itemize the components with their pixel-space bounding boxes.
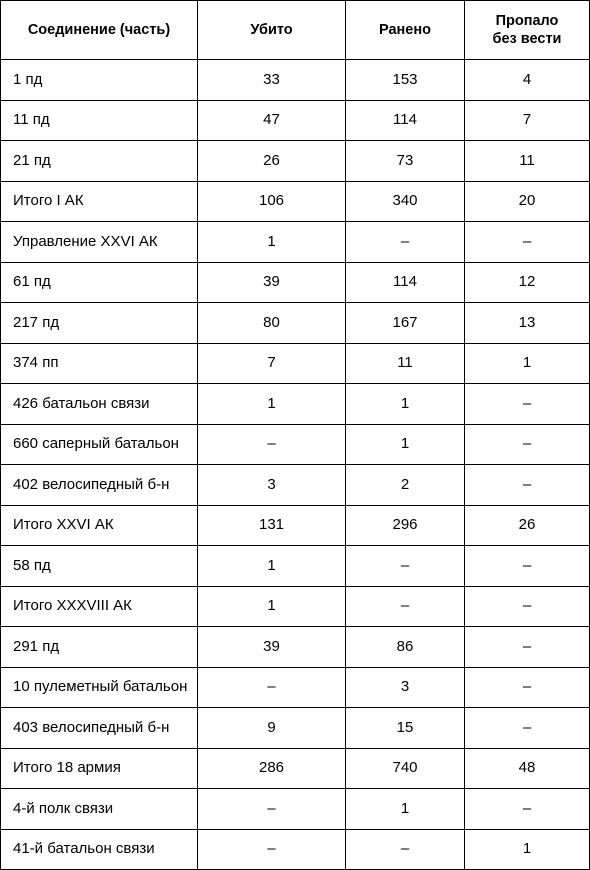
table-row xyxy=(1,546,590,587)
table-row xyxy=(1,141,590,182)
cell-missing: 4 xyxy=(465,60,590,101)
table-row xyxy=(1,303,590,344)
cell-unit: 11 пд xyxy=(1,100,198,141)
cell-killed: 1 xyxy=(198,222,346,263)
header-missing xyxy=(465,1,590,60)
table-body xyxy=(1,60,590,870)
table-row xyxy=(1,829,590,870)
cell-wounded: 1 xyxy=(346,384,465,425)
cell-killed: – xyxy=(198,667,346,708)
cell-wounded: 114 xyxy=(346,100,465,141)
table-row xyxy=(1,343,590,384)
cell-unit: 374 пп xyxy=(1,343,198,384)
table-row xyxy=(1,100,590,141)
cell-missing: 13 xyxy=(465,303,590,344)
cell-missing: – xyxy=(465,627,590,668)
cell-killed: 1 xyxy=(198,546,346,587)
table-row xyxy=(1,708,590,749)
cell-killed: 7 xyxy=(198,343,346,384)
table-row xyxy=(1,424,590,465)
cell-wounded: 11 xyxy=(346,343,465,384)
cell-unit: Итого I АК xyxy=(1,181,198,222)
cell-killed: 106 xyxy=(198,181,346,222)
cell-wounded: 73 xyxy=(346,141,465,182)
cell-killed: 1 xyxy=(198,586,346,627)
cell-unit: Управление XXVI АК xyxy=(1,222,198,263)
cell-wounded: – xyxy=(346,546,465,587)
cell-unit: 21 пд xyxy=(1,141,198,182)
cell-wounded: 86 xyxy=(346,627,465,668)
cell-killed: 3 xyxy=(198,465,346,506)
header-wounded: Ранено xyxy=(346,1,465,60)
cell-wounded: 340 xyxy=(346,181,465,222)
cell-missing: – xyxy=(465,384,590,425)
cell-missing: – xyxy=(465,222,590,263)
cell-wounded: 1 xyxy=(346,424,465,465)
table-row xyxy=(1,789,590,830)
cell-missing: 1 xyxy=(465,829,590,870)
cell-missing: 12 xyxy=(465,262,590,303)
cell-unit: 61 пд xyxy=(1,262,198,303)
cell-missing: 48 xyxy=(465,748,590,789)
table-row xyxy=(1,748,590,789)
table-row xyxy=(1,627,590,668)
table-row xyxy=(1,465,590,506)
cell-killed: 1 xyxy=(198,384,346,425)
cell-wounded: – xyxy=(346,586,465,627)
cell-unit: 403 велосипедный б-н xyxy=(1,708,198,749)
table-row xyxy=(1,667,590,708)
cell-missing: 26 xyxy=(465,505,590,546)
cell-wounded: 2 xyxy=(346,465,465,506)
cell-killed: 131 xyxy=(198,505,346,546)
table-row xyxy=(1,222,590,263)
cell-unit: 217 пд xyxy=(1,303,198,344)
cell-unit: Итого XXVI АК xyxy=(1,505,198,546)
table-row xyxy=(1,384,590,425)
cell-killed: – xyxy=(198,789,346,830)
cell-killed: 286 xyxy=(198,748,346,789)
cell-unit: 402 велосипедный б-н xyxy=(1,465,198,506)
cell-killed: 39 xyxy=(198,627,346,668)
header-missing-line1: Пропало xyxy=(495,13,559,29)
cell-unit: 4-й полк связи xyxy=(1,789,198,830)
cell-wounded: – xyxy=(346,222,465,263)
cell-missing: – xyxy=(465,586,590,627)
cell-unit: 10 пулеметный батальон xyxy=(1,667,198,708)
cell-missing: 1 xyxy=(465,343,590,384)
cell-wounded: 3 xyxy=(346,667,465,708)
cell-missing: 20 xyxy=(465,181,590,222)
cell-killed: 47 xyxy=(198,100,346,141)
cell-killed: 33 xyxy=(198,60,346,101)
cell-wounded: – xyxy=(346,829,465,870)
cell-missing: – xyxy=(465,465,590,506)
cell-missing: 11 xyxy=(465,141,590,182)
header-killed: Убито xyxy=(198,1,346,60)
cell-unit: 1 пд xyxy=(1,60,198,101)
cell-killed: 9 xyxy=(198,708,346,749)
cell-unit: Итого 18 армия xyxy=(1,748,198,789)
cell-wounded: 296 xyxy=(346,505,465,546)
cell-killed: 80 xyxy=(198,303,346,344)
cell-missing: – xyxy=(465,546,590,587)
table-row xyxy=(1,181,590,222)
table-row xyxy=(1,262,590,303)
cell-missing: – xyxy=(465,708,590,749)
cell-unit: Итого XXXVIII АК xyxy=(1,586,198,627)
table-row xyxy=(1,586,590,627)
header-unit: Соединение (часть) xyxy=(1,1,198,60)
cell-wounded: 114 xyxy=(346,262,465,303)
cell-wounded: 153 xyxy=(346,60,465,101)
cell-unit: 426 батальон связи xyxy=(1,384,198,425)
header-row xyxy=(1,1,590,60)
cell-killed: 26 xyxy=(198,141,346,182)
cell-killed: – xyxy=(198,829,346,870)
cell-missing: – xyxy=(465,789,590,830)
table-header xyxy=(1,1,590,60)
cell-wounded: 167 xyxy=(346,303,465,344)
cell-missing: 7 xyxy=(465,100,590,141)
cell-missing: – xyxy=(465,424,590,465)
table-row xyxy=(1,505,590,546)
cell-unit: 58 пд xyxy=(1,546,198,587)
header-missing-line2: без вести xyxy=(492,31,562,47)
cell-unit: 291 пд xyxy=(1,627,198,668)
cell-unit: 660 саперный батальон xyxy=(1,424,198,465)
table-row xyxy=(1,60,590,101)
cell-wounded: 1 xyxy=(346,789,465,830)
cell-missing: – xyxy=(465,667,590,708)
cell-wounded: 740 xyxy=(346,748,465,789)
cell-wounded: 15 xyxy=(346,708,465,749)
cell-unit: 41-й батальон связи xyxy=(1,829,198,870)
cell-killed: 39 xyxy=(198,262,346,303)
cell-killed: – xyxy=(198,424,346,465)
